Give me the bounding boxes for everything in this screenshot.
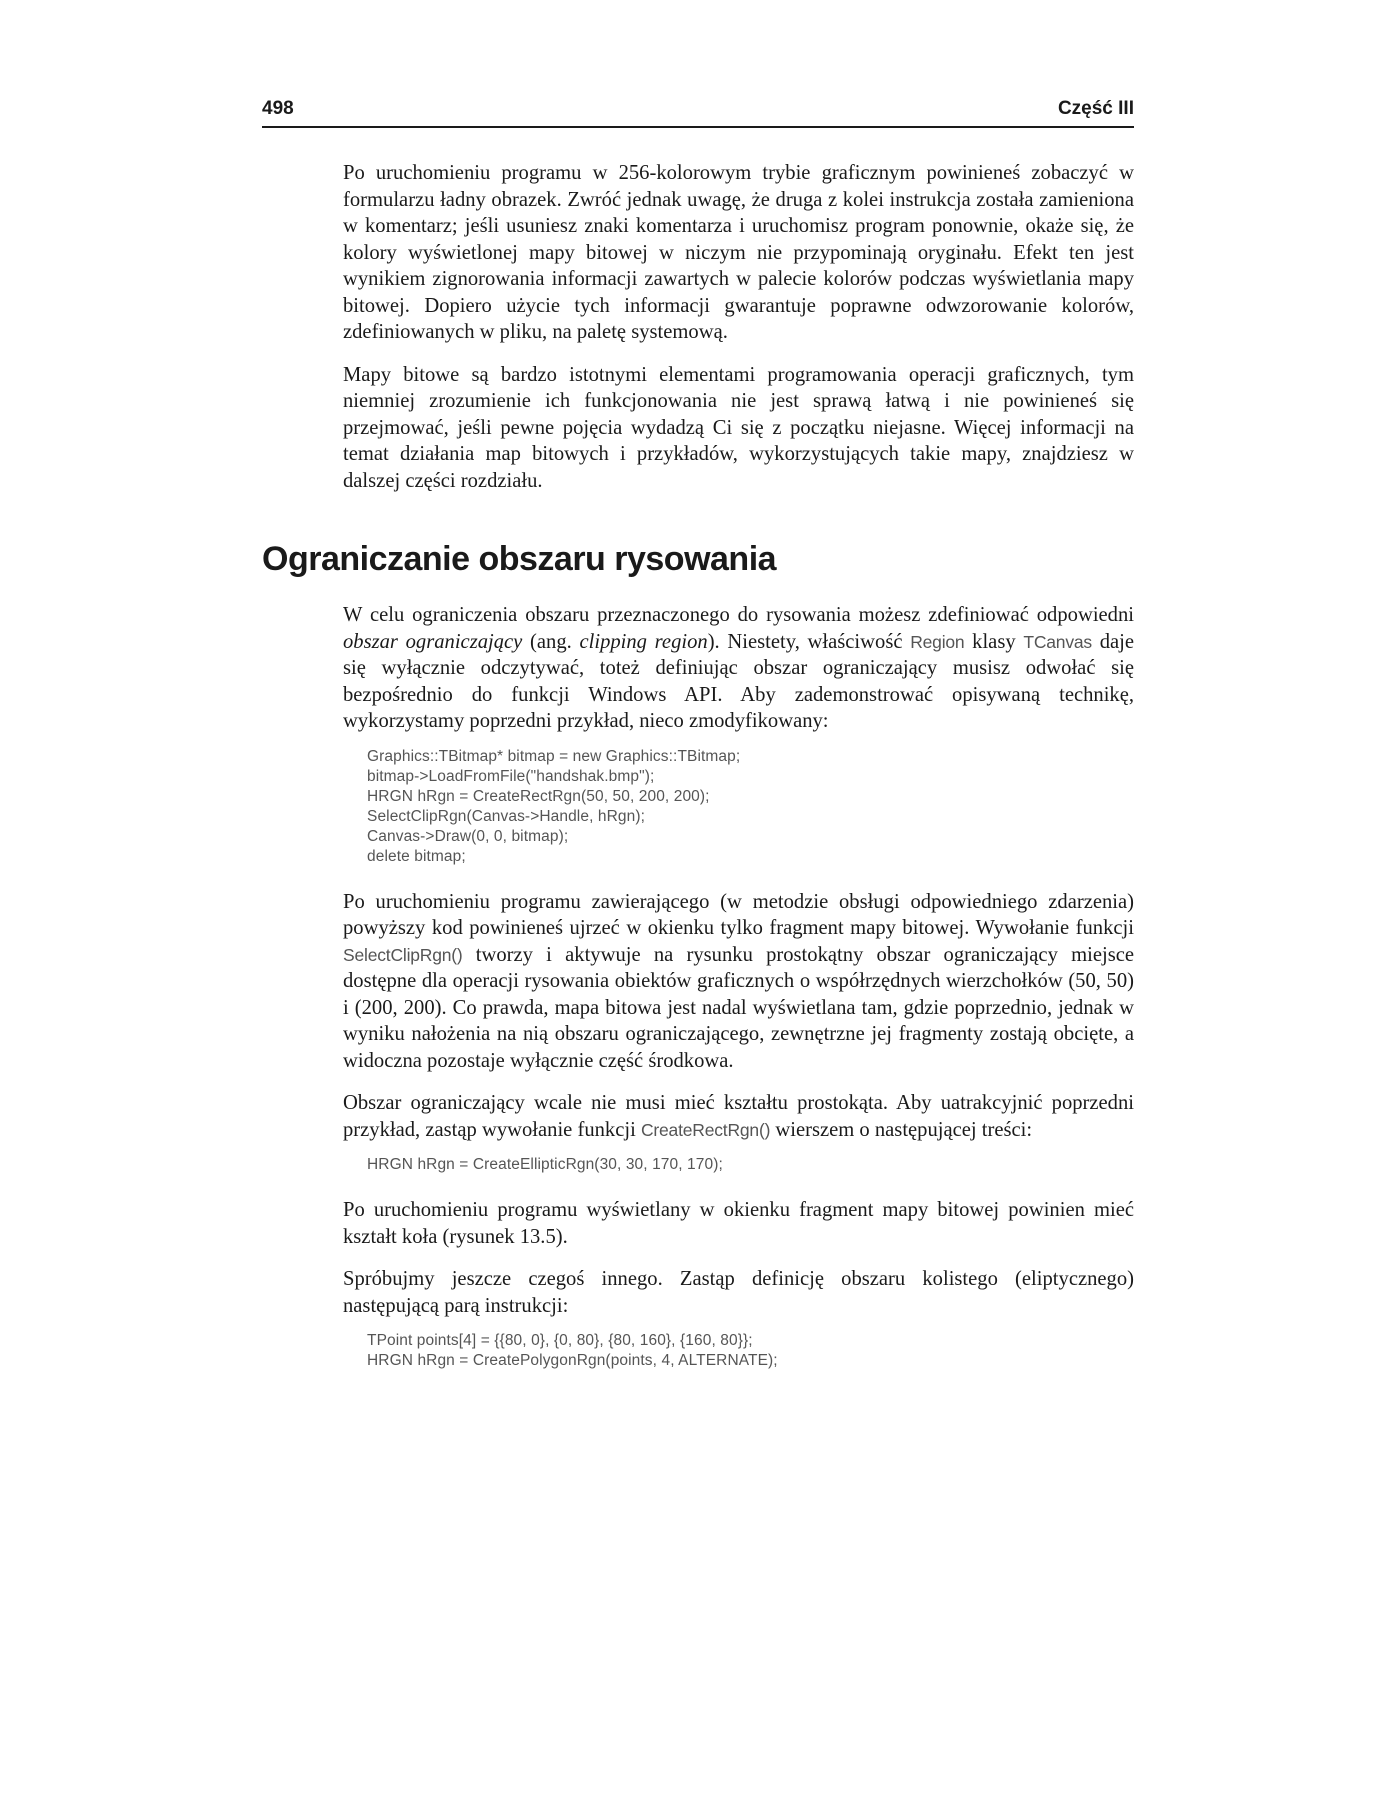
section-heading: Ograniczanie obszaru rysowania <box>262 540 777 578</box>
body-text-section <box>343 602 1134 1371</box>
emphasis-term: clipping region <box>579 630 708 653</box>
page-number: 498 <box>262 98 294 119</box>
inline-code: Region <box>910 631 965 652</box>
paragraph <box>343 1090 1134 1143</box>
text-run: tworzy i aktywuje na rysunku prostokątny obszar ograniczający miejsce dostępne dla operacji rysowania obiektów graficznych o współrzędnych wierzchołków (50, 50) i (200, 200). Co prawda, mapa bitowa jest nadal wyświetlana tam, gdzie poprzednio, jednak w wyniku nałożenia na nią obszaru ograniczającego, zewnętrzne jej fragmenty zostają obcięte, a widoczna pozostaje wyłącznie część środkowa. <box>343 943 1134 1072</box>
paragraph <box>343 889 1134 1075</box>
paragraph: Po uruchomieniu programu w 256-kolorowym trybie graficznym powinieneś zobaczyć w formularzu ładny obrazek. Zwróć jednak uwagę, że druga z kolei instrukcja została zamieniona w komentarz; jeśli usuniesz znaki komentarza i uruchomisz program ponownie, okaże się, że kolory wyświetlonej mapy bitowej w niczym nie przypominają oryginału. Efekt ten jest wynikiem zignorowania informacji zawartych w palecie kolorów podczas wyświetlania mapy bitowej. Dopiero użycie tych informacji gwarantuje poprawne odwzorowanie kolorów, zdefiniowanych w pliku, na paletę systemową. <box>343 162 1134 343</box>
text-run: (ang. <box>522 630 580 653</box>
body-text-top <box>343 160 1134 494</box>
text-run: Obszar ograniczający wcale nie musi mieć kształtu prostokąta. Aby uatrakcyjnić poprzedni przykład, zastąp wywołanie funkcji <box>343 1092 1134 1141</box>
text-run: Po uruchomieniu programu zawierającego (w metodzie obsługi odpowiedniego zdarzenia) powyższy kod powinieneś ujrzeć w okienku tylko fragment mapy bitowej. Wywołanie funkcji <box>343 890 1134 939</box>
part-label: Część III <box>1057 98 1134 119</box>
text-run: wierszem o następującej treści: <box>770 1118 1033 1141</box>
paragraph: Spróbujmy jeszcze czegoś innego. Zastąp definicję obszaru kolistego (eliptycznego) następującą parą instrukcji: <box>343 1268 1134 1317</box>
running-header <box>262 96 1134 128</box>
paragraph-intro <box>343 602 1134 735</box>
text-run: W celu ograniczenia obszaru przeznaczonego do rysowania możesz zdefiniować odpowiedni <box>343 604 1134 626</box>
text-run: klasy <box>964 630 1024 653</box>
text-run: daje się wyłącznie odczytywać, toteż definiując obszar ograniczający musisz odwołać się bezpośrednio do funkcji Windows API. Aby zademonstrować opisywaną technikę, wykorzystamy poprzedni przykład, nieco zmodyfikowany: <box>343 630 1134 732</box>
emphasis-term: obszar ograniczający <box>343 630 523 653</box>
paragraph: Mapy bitowe są bardzo istotnymi elementami programowania operacji graficznych, tym niemniej zrozumienie ich funkcjonowania nie jest sprawą łatwą i nie powinieneś się przejmować, jeśli pewne pojęcia wydadzą Ci się z początku niejasne. Więcej informacji na temat działania map bitowych i przykładów, wykorzystujących takie mapy, znajdziesz w dalszej części rozdziału. <box>343 363 1134 492</box>
code-listing: TPoint points[4] = {{80, 0}, {0, 80}, {80, 160}, {160, 80}}; HRGN hRgn = CreatePolygonRgn(points, 4, ALTERNATE); <box>367 1332 778 1369</box>
inline-code: TCanvas <box>1023 631 1092 652</box>
inline-code: SelectClipRgn() <box>343 944 463 965</box>
code-listing: HRGN hRgn = CreateEllipticRgn(30, 30, 170, 170); <box>367 1156 723 1173</box>
text-run: ). Niestety, właściwość <box>707 630 911 653</box>
code-listing: Graphics::TBitmap* bitmap = new Graphics::TBitmap; bitmap->LoadFromFile("handshak.bmp"); HRGN hRgn = CreateRectRgn(50, 50, 200, 200); SelectClipRgn(Canvas->Handle, hRgn); Canvas->Draw(0, 0, bitmap); delete bitmap; <box>367 747 741 865</box>
paragraph: Po uruchomieniu programu wyświetlany w okienku fragment mapy bitowej powinien mieć kształt koła (rysunek 13.5). <box>343 1199 1134 1248</box>
inline-code: CreateRectRgn() <box>640 1119 771 1140</box>
